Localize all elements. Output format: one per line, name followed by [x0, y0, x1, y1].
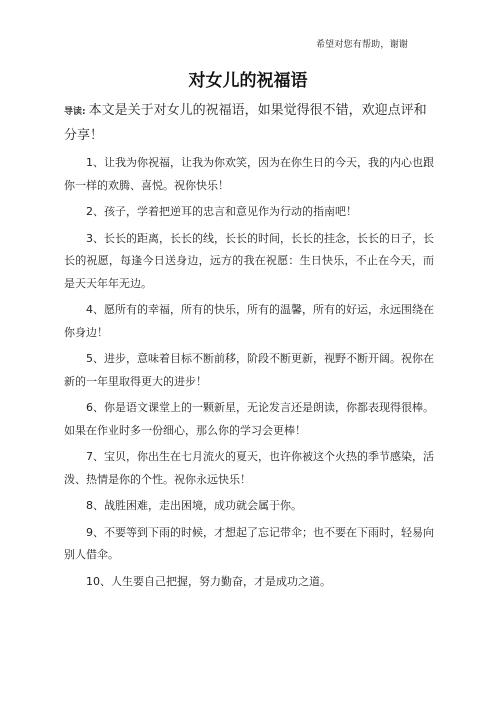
- intro-paragraph: [64, 99, 434, 147]
- wish-item-6: 6、你是语文课堂上的一颗新星，无论发言还是朗读，你都表现得很棒。如果在作业时多一份细心，那么你的学习会更棒！: [64, 401, 434, 437]
- wish-item-1: 1、让我为你祝福，让我为你欢笑，因为在你生日的今天，我的内心也跟你一样的欢腾、喜悦。祝你快乐！: [64, 156, 434, 192]
- wish-list: [64, 152, 434, 597]
- wish-item-5: 5、进步，意味着目标不断前移，阶段不断更新，视野不断开阔。祝你在新的一年里取得更大的进步！: [64, 352, 434, 388]
- wish-item-2: 2、孩子，学着把逆耳的忠言和意见作为行动的指南吧！: [86, 205, 357, 218]
- document-title: 对女儿的祝福语: [188, 71, 308, 91]
- wish-item-9: 9、不要等到下雨的时候，才想起了忘记带伞；也不要在下雨时，轻易向别人借伞。: [64, 525, 434, 561]
- wish-item-10: 10、人生要自己把握，努力勤奋，才是成功之道。: [86, 574, 331, 588]
- wish-item-3: 3、长长的距离，长长的线，长长的时间，长长的挂念，长长的日子，长长的祝愿，每逢今日送身边，远方的我在祝愿：生日快乐，不止在今天，而是天天年年无边。: [64, 231, 434, 290]
- intro-lead: 导读:: [64, 107, 86, 117]
- wish-item-4: 4、愿所有的幸福，所有的快乐，所有的温馨，所有的好运，永远围绕在你身边！: [64, 303, 434, 339]
- header-note: 希望对您有帮助，谢谢: [315, 40, 408, 50]
- wish-item-8: 8、战胜困难，走出困境，成功就会属于你。: [86, 499, 302, 512]
- intro-text: 本文是关于对女儿的祝福语，如果觉得很不错，欢迎点评和分享！: [64, 103, 427, 143]
- wish-item-7: 7、宝贝，你出生在七月流火的夏天，也许你被这个火热的季节感染，活泼、热情是你的个性。祝你永远快乐！: [64, 450, 434, 486]
